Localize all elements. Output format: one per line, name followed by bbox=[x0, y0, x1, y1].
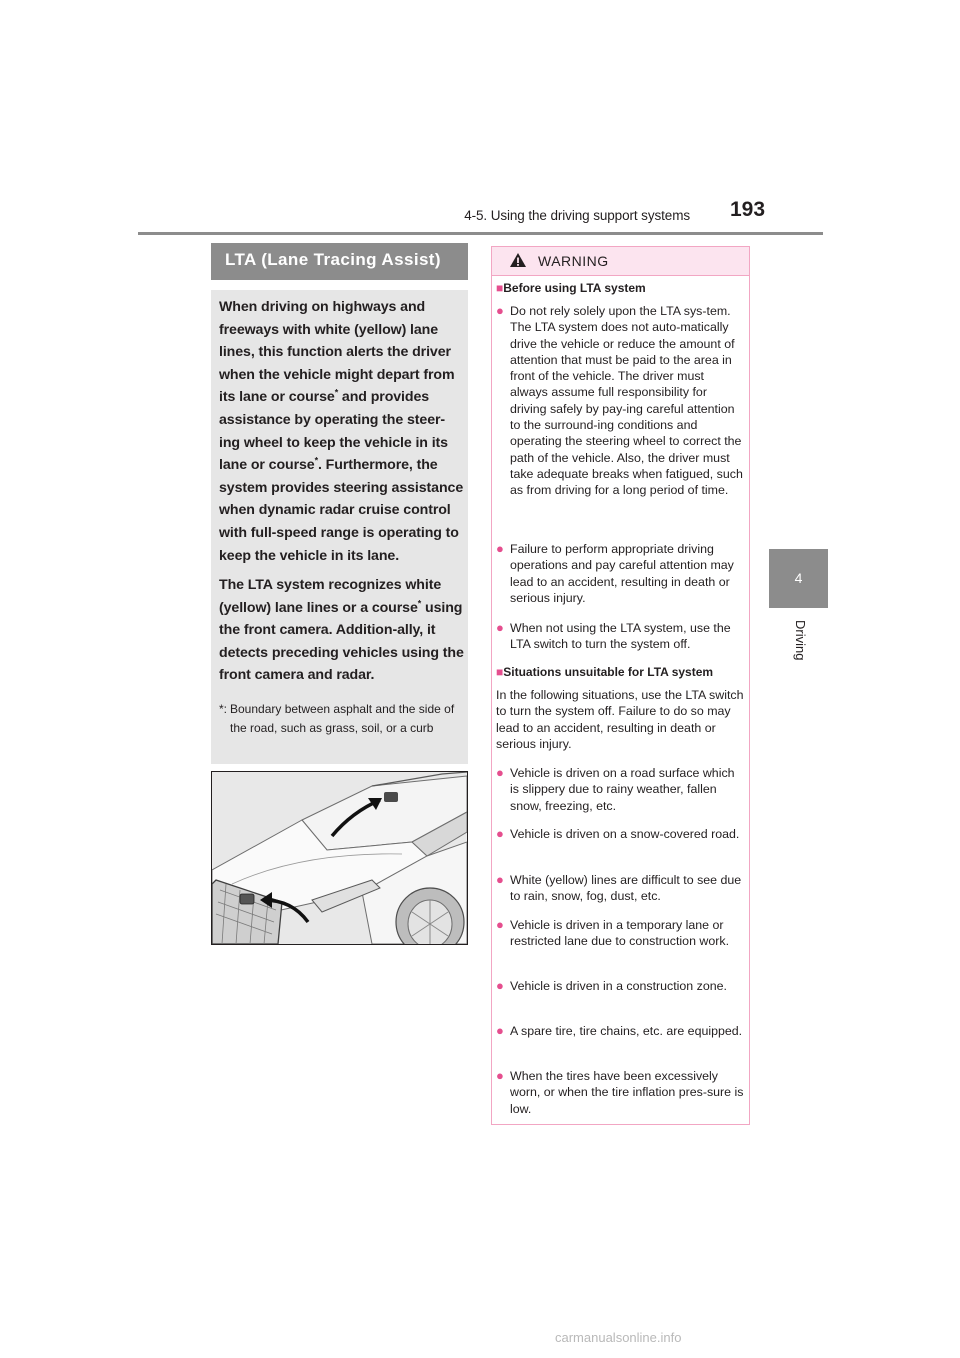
car-front-illustration bbox=[212, 772, 467, 944]
footnote-ref: * bbox=[417, 597, 422, 608]
bullet-dot-icon: ● bbox=[496, 978, 504, 993]
warning-item-text: Failure to perform appropriate driving operations and pay careful attention may lead to an accident, resulting in death or serious injury. bbox=[510, 542, 734, 605]
warning-list-item bbox=[496, 303, 744, 499]
warning-item-text: Vehicle is driven on a road surface which is slippery due to rainy weather, fallen snow, freezing, etc. bbox=[510, 766, 735, 813]
warning-list-item bbox=[496, 765, 744, 814]
footnote-ref: * bbox=[334, 387, 339, 398]
warning-item-text: Vehicle is driven in a temporary lane or restricted lane due to construction work. bbox=[510, 918, 730, 949]
header-divider bbox=[138, 232, 823, 235]
footnote-text: Boundary between asphalt and the side of the road, such as grass, soil, or a curb bbox=[230, 702, 455, 735]
warning-item-text: When the tires have been excessively worn, or when the tire inflation pres-sure is low. bbox=[510, 1069, 744, 1116]
warning-section-heading bbox=[496, 281, 646, 295]
warning-header bbox=[492, 247, 749, 276]
warning-title: WARNING bbox=[538, 253, 609, 269]
lta-paragraph-1 bbox=[219, 296, 466, 567]
warning-triangle-icon bbox=[509, 252, 527, 268]
square-marker-icon: ■ bbox=[496, 281, 504, 295]
warning-box bbox=[491, 246, 750, 1125]
square-marker-icon: ■ bbox=[496, 665, 504, 679]
warning-list-item bbox=[496, 1068, 744, 1117]
lta-title: LTA (Lane Tracing Assist) bbox=[225, 250, 441, 269]
vehicle-sensor-illustration bbox=[211, 771, 468, 945]
bullet-dot-icon: ● bbox=[496, 620, 504, 635]
lta-title-bar bbox=[211, 243, 468, 280]
lta-description-box bbox=[211, 290, 468, 764]
lta-para2-part-b: using the front camera. Addition-ally, it detects preceding vehicles using the front camera and radar. bbox=[219, 599, 464, 684]
bullet-dot-icon: ● bbox=[496, 1023, 504, 1038]
footer-watermark: carmanualsonline.info bbox=[555, 1330, 682, 1345]
warning-list-item bbox=[496, 1023, 744, 1039]
warning-list-item bbox=[496, 872, 744, 905]
warning-list-item bbox=[496, 917, 744, 950]
bullet-dot-icon: ● bbox=[496, 872, 504, 887]
warning-section-heading bbox=[496, 665, 713, 679]
warning-item-text: A spare tire, tire chains, etc. are equipped. bbox=[510, 1024, 743, 1038]
footnote-ref: * bbox=[314, 455, 318, 466]
bullet-dot-icon: ● bbox=[496, 303, 504, 318]
chapter-tab: 4 bbox=[769, 549, 828, 608]
lta-para1-part-b: and provides assistance by operating the steer-ing wheel to keep the vehicle in its lane or course bbox=[219, 389, 448, 474]
chapter-label-text: Driving bbox=[793, 620, 808, 661]
lta-para1-part-a: When driving on highways and freeways with white (yellow) lane lines, this function alerts the driver when the vehicle might depart from its lane or course bbox=[219, 299, 455, 406]
warning-item-text: Vehicle is driven in a construction zone. bbox=[510, 979, 727, 993]
lta-para2-part-a: The LTA system recognizes white (yellow) lane lines or a course bbox=[219, 577, 442, 616]
header-section-title: 4-5. Using the driving support systems bbox=[464, 208, 690, 223]
bullet-dot-icon: ● bbox=[496, 1068, 504, 1083]
warning-item-text: White (yellow) lines are difficult to see due to rain, snow, fog, dust, etc. bbox=[510, 873, 742, 904]
bullet-dot-icon: ● bbox=[496, 917, 504, 932]
footnote-mark: *: bbox=[219, 702, 228, 716]
lta-footnote bbox=[219, 700, 459, 738]
warning-item-text: When not using the LTA system, use the LTA switch to turn the system off. bbox=[510, 621, 731, 652]
warning-section-title: Before using LTA system bbox=[503, 281, 646, 295]
warning-list-item bbox=[496, 541, 744, 606]
chapter-label bbox=[766, 620, 830, 740]
bullet-dot-icon: ● bbox=[496, 765, 504, 780]
warning-list-item bbox=[496, 826, 744, 842]
warning-item-text: Vehicle is driven on a snow-covered road. bbox=[510, 827, 740, 841]
bullet-dot-icon: ● bbox=[496, 541, 504, 556]
warning-list-item bbox=[496, 620, 744, 653]
bullet-dot-icon: ● bbox=[496, 826, 504, 841]
warning-list-item bbox=[496, 978, 744, 994]
warning-intro-text: In the following situations, use the LTA switch to turn the system off. Failure to do so may lead to an accident, resulting in death or serious injury. bbox=[496, 688, 744, 751]
warning-item-text: Do not rely solely upon the LTA sys-tem. The LTA system does not auto-matically drive the vehicle or reduce the amount of attention that must be paid to the area in front of the vehicle. The driver must always assume full responsibility for driving safely by pay-ing careful attention to the surround-ing conditions and operating the steering wheel to correct the path of the vehicle. Also, the driver must take adequate breaks when fatigued, such as from driving for a long period of time. bbox=[510, 304, 743, 498]
lta-paragraph-2 bbox=[219, 574, 466, 687]
lta-para1-part-c: . Furthermore, the system provides steering assistance when dynamic radar cruise control with full-speed range is operating to keep the vehicle in its lane. bbox=[219, 457, 464, 564]
warning-section-title: Situations unsuitable for LTA system bbox=[503, 665, 714, 679]
page-number: 193 bbox=[730, 198, 766, 221]
